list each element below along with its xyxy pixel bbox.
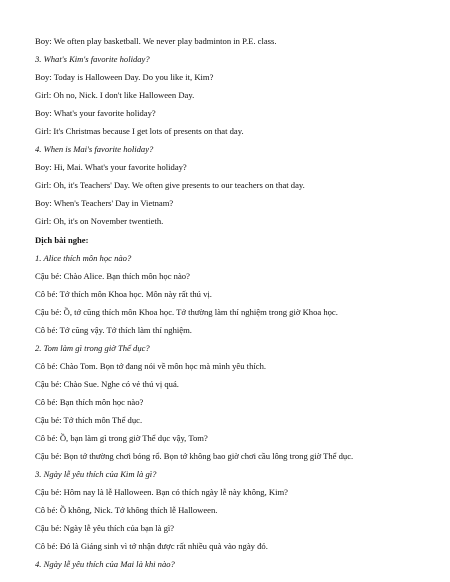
dialogue-line: Cậu bé: Chào Sue. Nghe có vẻ thú vị quá. — [35, 378, 179, 389]
dialogue-line: Girl: Oh, it's Teachers' Day. We often give presents to our teachers on that day. — [35, 180, 305, 191]
question-heading: 1. Alice thích môn học nào? — [35, 252, 132, 263]
dialogue-line: Boy: When's Teachers' Day in Vietnam? — [35, 198, 174, 209]
dialogue-line: Cậu bé: Ồ, tớ cũng thích môn Khoa học. Tớ thường làm thí nghiệm trong giờ Khoa học. — [35, 306, 338, 317]
dialogue-line: Girl: Oh no, Nick. I don't like Halloween Day. — [35, 90, 195, 101]
section-heading: Dịch bài nghe: — [35, 234, 89, 245]
dialogue-line: Cậu bé: Tớ thích môn Thể dục. — [35, 414, 143, 425]
dialogue-line: Cậu bé: Ngày lễ yêu thích của bạn là gì? — [35, 523, 175, 534]
dialogue-line: Cô bé: Ồ không, Nick. Tớ không thích lễ Halloween. — [35, 505, 218, 516]
dialogue-line: Cô bé: Tớ cũng vậy. Tớ thích làm thí nghiệm. — [35, 324, 192, 335]
dialogue-line: Cậu bé: Chào Alice. Bạn thích môn học nào? — [35, 270, 190, 281]
question-heading: 3. What's Kim's favorite holiday? — [35, 54, 150, 65]
question-heading: 4. Ngày lễ yêu thích của Mai là khi nào? — [35, 559, 175, 570]
dialogue-line: Cô bé: Đó là Giáng sinh vì tớ nhận được rất nhiều quà vào ngày đó. — [35, 541, 268, 552]
question-heading: 2. Tom làm gì trong giờ Thể dục? — [35, 342, 150, 353]
dialogue-line: Cô bé: Chào Tom. Bọn tớ đang nói về môn học mà mình yêu thích. — [35, 360, 267, 371]
dialogue-line: Cô bé: Ồ, bạn làm gì trong giờ Thể dục vậy, Tom? — [35, 433, 208, 444]
dialogue-line: Cậu bé: Bọn tớ thường chơi bóng rổ. Bọn tớ không bao giờ chơi cầu lông trong giờ Thể dục. — [35, 451, 354, 462]
dialogue-line: Boy: Hi, Mai. What's your favorite holiday? — [35, 162, 187, 173]
dialogue-line: Boy: Today is Halloween Day. Do you like it, Kim? — [35, 72, 214, 83]
dialogue-line: Girl: Oh, it's on November twentieth. — [35, 216, 164, 227]
dialogue-line: Boy: We often play basketball. We never play badminton in P.E. class. — [35, 36, 277, 46]
dialogue-line: Cô bé: Tớ thích môn Khoa học. Môn này rất thú vị. — [35, 288, 212, 299]
dialogue-line: Cậu bé: Hôm nay là lễ Halloween. Bạn có thích ngày lễ này không, Kim? — [35, 487, 288, 498]
dialogue-line: Boy: What's your favorite holiday? — [35, 108, 156, 119]
document-page — [35, 36, 435, 577]
dialogue-line: Girl: It's Christmas because I get lots of presents on that day. — [35, 126, 244, 137]
question-heading: 4. When is Mai's favorite holiday? — [35, 144, 154, 155]
question-heading: 3. Ngày lễ yêu thích của Kim là gì? — [35, 469, 157, 480]
dialogue-line: Cô bé: Bạn thích môn học nào? — [35, 396, 144, 407]
